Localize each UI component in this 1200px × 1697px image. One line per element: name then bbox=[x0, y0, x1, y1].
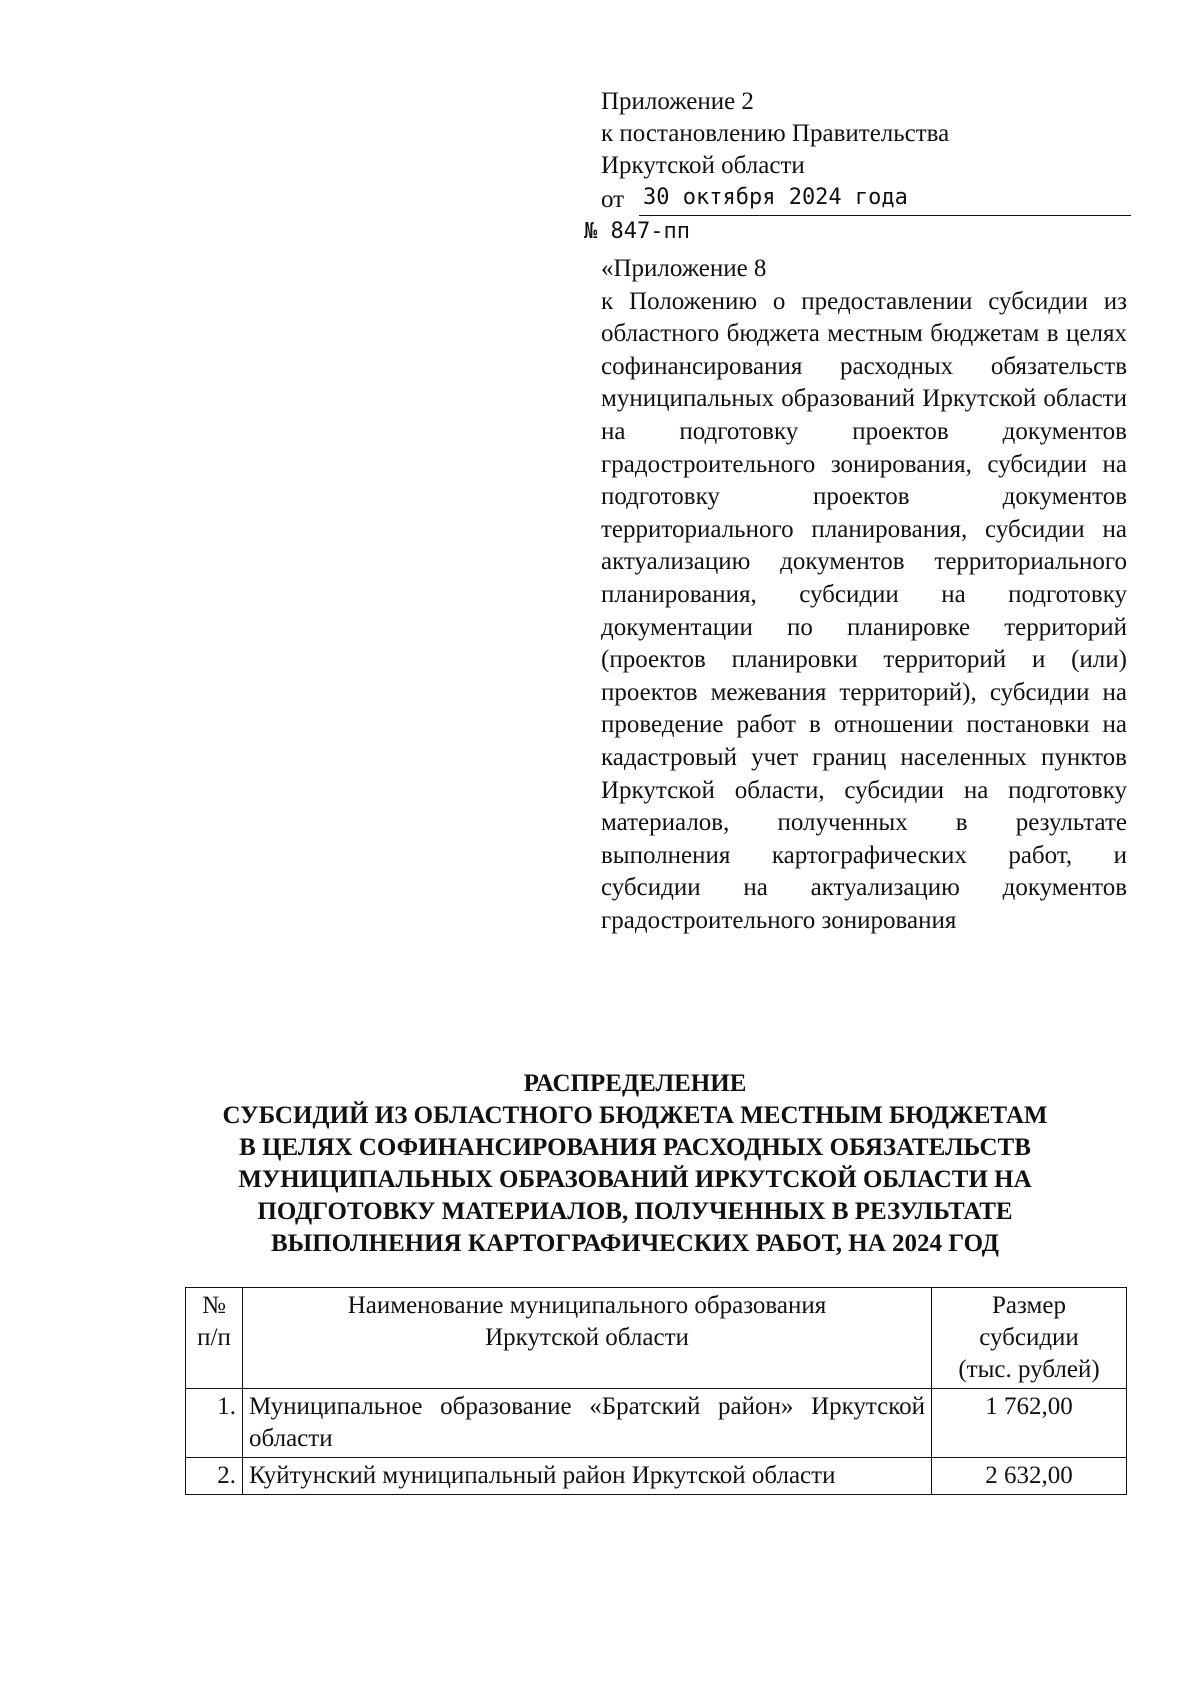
heading-line: МУНИЦИПАЛЬНЫХ ОБРАЗОВАНИЙ ИРКУТСКОЙ ОБЛАСТИ НА bbox=[238, 1166, 1032, 1193]
appendix-resolution: к постановлению Правительства bbox=[601, 120, 950, 147]
resolution-date: 30 октября 2024 года bbox=[643, 185, 908, 210]
regulation-reference bbox=[601, 253, 1127, 937]
date-prefix: от bbox=[601, 186, 625, 213]
regulation-appendix-title: «Приложение 8 bbox=[601, 255, 767, 282]
document-heading bbox=[160, 1068, 1110, 1260]
appendix-title: Приложение 2 bbox=[601, 88, 754, 115]
heading-line: В ЦЕЛЯХ СОФИНАНСИРОВАНИЯ РАСХОДНЫХ ОБЯЗАТЕЛЬСТВ bbox=[239, 1134, 1031, 1161]
appendix-block bbox=[601, 86, 1127, 214]
heading-line: ВЫПОЛНЕНИЯ КАРТОГРАФИЧЕСКИХ РАБОТ, НА 2024 ГОД bbox=[271, 1230, 999, 1257]
appendix-date-row bbox=[601, 182, 1127, 214]
heading-line: СУБСИДИЙ ИЗ ОБЛАСТНОГО БЮДЖЕТА МЕСТНЫМ БЮДЖЕТАМ bbox=[222, 1102, 1048, 1129]
table-row bbox=[186, 1458, 1127, 1495]
date-underline bbox=[639, 215, 1131, 216]
row-number: 2. bbox=[186, 1458, 243, 1495]
header-amount: Размер субсидии (тыс. рублей) bbox=[932, 1288, 1127, 1389]
header-municipality: Наименование муниципального образования Иркутской области bbox=[243, 1288, 932, 1389]
regulation-text: к Положению о предоставлении субсидии из областного бюджета местным бюджетам в целях софинансирования расходных обязательств муниципальных образований Иркутской области на подготовку проектов документов градостроительного зонирования, субсидии на подготовку проектов документов территориального планирования, субсидии на актуализацию документов территориального планирования, субсидии на подготовку документации по планировке территорий (проектов планировки территорий и (или) проектов межевания территорий), субсидии на проведение работ в отношении постановки на кадастровый учет границ населенных пунктов Иркутской области, субсидии на подготовку материалов, полученных в результате выполнения картографических работ, и субсидии на актуализацию документов градостроительного зонирования bbox=[601, 287, 1127, 934]
subsidy-table bbox=[185, 1287, 1127, 1495]
appendix-region: Иркутской области bbox=[601, 152, 805, 179]
table-header-row bbox=[186, 1288, 1127, 1389]
row-number: 1. bbox=[186, 1389, 243, 1458]
heading-line: РАСПРЕДЕЛЕНИЕ bbox=[523, 1070, 747, 1097]
header-number: № п/п bbox=[186, 1288, 243, 1389]
table-row bbox=[186, 1389, 1127, 1458]
row-municipality: Куйтунский муниципальный район Иркутской области bbox=[243, 1458, 932, 1495]
row-amount: 2 632,00 bbox=[932, 1458, 1127, 1495]
row-amount: 1 762,00 bbox=[932, 1389, 1127, 1458]
heading-line: ПОДГОТОВКУ МАТЕРИАЛОВ, ПОЛУЧЕННЫХ В РЕЗУЛЬТАТЕ bbox=[257, 1198, 1013, 1225]
row-municipality: Муниципальное образование «Братский район» Иркутской области bbox=[243, 1389, 932, 1458]
resolution-number: № 847-пп bbox=[584, 219, 690, 244]
